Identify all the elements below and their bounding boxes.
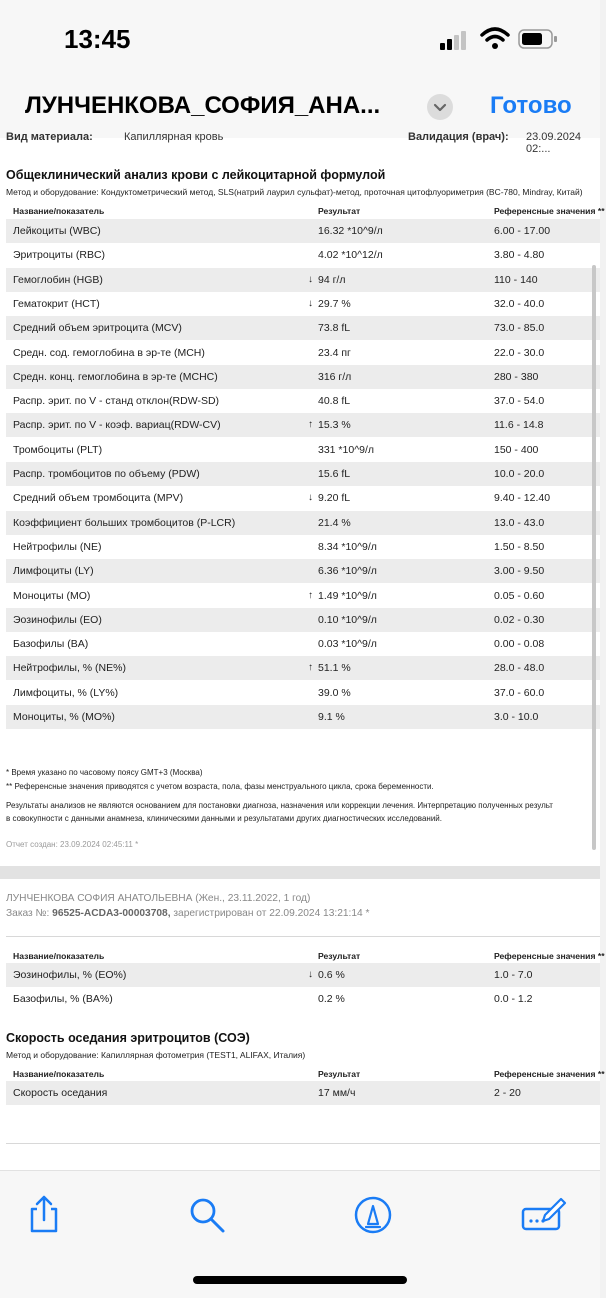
row-result: 73.8 fL: [318, 322, 351, 335]
row-result: 0.2 %: [318, 993, 345, 1006]
row-result: 1.49 *10^9/л: [318, 589, 377, 602]
status-time: 13:45: [64, 24, 131, 54]
header-result: Результат: [318, 206, 361, 216]
row-result: 9.20 fL: [318, 492, 351, 505]
status-bar: [0, 0, 600, 80]
timezone-note: * Время указано по часовому поясу GMT+3 (Москва): [6, 768, 203, 777]
header-name: Название/показатель: [13, 206, 105, 216]
table-row: [6, 705, 600, 729]
row-name: Базофилы (BA): [13, 638, 89, 651]
table-row: [6, 1081, 600, 1105]
row-reference: 1.0 - 7.0: [494, 969, 533, 981]
header-name: Название/показатель: [13, 951, 105, 961]
document-nav-bar: [0, 80, 600, 138]
row-result: 51.1 %: [318, 662, 351, 675]
arrow-up-icon: ↑: [308, 419, 313, 431]
row-reference: 3.80 - 4.80: [494, 249, 545, 262]
material-value: Капиллярная кровь: [124, 131, 224, 143]
order-prefix: Заказ №:: [6, 908, 53, 919]
table-row: [6, 365, 600, 389]
row-reference: 11.6 - 14.8: [494, 419, 544, 432]
row-reference: 9.40 - 12.40: [494, 492, 551, 505]
row-result: 17 мм/ч: [318, 1087, 356, 1099]
row-name: Эритроциты (RBC): [13, 249, 106, 262]
row-result: 39.0 %: [318, 686, 351, 699]
chevron-down-icon: [427, 94, 453, 120]
row-result: 9.1 %: [318, 711, 345, 723]
row-reference: 28.0 - 48.0: [494, 662, 545, 675]
table-row: [6, 389, 600, 413]
disclaimer-line-2: в совокупности с данными анамнеза, клиническими данными и результатами других диагностических исследований.: [6, 814, 442, 823]
table-row: [6, 535, 600, 559]
header-ref: Референсные значения **: [494, 1069, 605, 1079]
table-row: [6, 511, 600, 535]
markup-icon[interactable]: [351, 1193, 395, 1237]
table-row: [6, 341, 600, 365]
table-row: [6, 462, 600, 486]
row-name: Лимфоциты (LY): [13, 565, 94, 578]
row-reference: 0.00 - 0.08: [494, 638, 545, 651]
row-reference: 6.00 - 17.00: [494, 225, 551, 237]
cellular-signal-icon: [440, 30, 470, 50]
table-row: [6, 656, 600, 680]
row-reference: 0.0 - 1.2: [494, 993, 533, 1006]
row-name: Тромбоциты (PLT): [13, 443, 103, 456]
material-label: Вид материала:: [6, 131, 93, 143]
table-row: [6, 268, 600, 292]
table-row: [6, 559, 600, 583]
table-row: [6, 219, 600, 243]
home-indicator[interactable]: [193, 1276, 407, 1284]
table-row: [6, 987, 600, 1011]
row-reference: 73.0 - 85.0: [494, 322, 545, 335]
row-name: Лимфоциты, % (LY%): [13, 686, 119, 699]
row-result: 15.6 fL: [318, 468, 351, 480]
row-result: 0.6 %: [318, 969, 345, 981]
table-row: [6, 438, 600, 462]
esr-title: Скорость оседания эритроцитов (СОЭ): [6, 1031, 250, 1045]
header-ref: Референсные значения **: [494, 951, 605, 961]
row-reference: 3.00 - 9.50: [494, 565, 545, 578]
table-row: [6, 584, 600, 608]
cut-off-header-row: [6, 131, 606, 155]
row-name: Гематокрит (HCT): [13, 297, 100, 310]
order-number: 96525-ACDA3-00003708,: [52, 908, 171, 919]
table-row: [6, 963, 600, 987]
blood-test-method: Метод и оборудование: Кондуктометрический метод, SLS(натрий лаурил сульфат)-метод, проточная цитофлуориметрия (BC-780, Mindray, Китай): [6, 187, 583, 197]
row-name: Распр. эрит. по V - станд отклон(RDW-SD): [13, 395, 220, 408]
table-row: [6, 316, 600, 340]
bottom-toolbar: [0, 1170, 600, 1298]
divider: [6, 936, 600, 937]
arrow-down-icon: ↓: [308, 273, 313, 285]
row-name: Скорость оседания: [13, 1087, 108, 1099]
row-name: Моноциты, % (MO%): [13, 711, 115, 723]
row-result: 331 *10^9/л: [318, 443, 375, 456]
row-name: Гемоглобин (HGB): [13, 273, 103, 286]
patient-info: ЛУНЧЕНКОВА СОФИЯ АНАТОЛЬЕВНА (Жен., 23.11.2022, 1 год): [6, 893, 311, 904]
table-row: [6, 681, 600, 705]
row-reference: 1.50 - 8.50: [494, 540, 545, 553]
row-reference: 13.0 - 43.0: [494, 516, 545, 529]
row-result: 4.02 *10^12/л: [318, 249, 383, 262]
row-reference: 37.0 - 60.0: [494, 686, 545, 699]
row-reference: 110 - 140: [494, 273, 538, 286]
table-row: [6, 292, 600, 316]
blood-test-title: Общеклинический анализ крови с лейкоцитарной формулой: [6, 168, 386, 182]
row-reference: 150 - 400: [494, 443, 539, 456]
row-result: 94 г/л: [318, 273, 346, 286]
table-row: [6, 243, 600, 267]
row-name: Средний объем тромбоцита (MPV): [13, 492, 184, 505]
arrow-down-icon: ↓: [308, 969, 313, 980]
row-reference: 3.0 - 10.0: [494, 711, 539, 723]
order-suffix: зарегистрирован от 22.09.2024 13:21:14 *: [170, 908, 370, 919]
battery-icon: [518, 28, 558, 50]
table-row: [6, 413, 600, 437]
signature-icon[interactable]: [521, 1193, 565, 1237]
header-ref: Референсные значения **: [494, 206, 605, 216]
pdf-document[interactable]: [0, 131, 605, 1170]
row-name: Базофилы, % (BA%): [13, 993, 113, 1006]
row-result: 8.34 *10^9/л: [318, 540, 377, 553]
row-name: Средн. конц. гемоглобина в эр-те (MCHC): [13, 370, 218, 383]
row-result: 16.32 *10^9/л: [318, 225, 383, 237]
wifi-icon: [480, 26, 510, 50]
row-result: 23.4 пг: [318, 346, 351, 359]
row-name: Эозинофилы, % (EO%): [13, 969, 127, 981]
reference-note: ** Референсные значения приводятся с учетом возраста, пола, фазы менструального цикла, срока беременности.: [6, 782, 434, 791]
row-reference: 10.0 - 20.0: [494, 468, 545, 480]
validation-value: 23.09.2024 02:...: [526, 131, 582, 155]
arrow-down-icon: ↓: [308, 492, 313, 504]
arrow-down-icon: ↓: [308, 297, 313, 309]
row-name: Распр. тромбоцитов по объему (PDW): [13, 468, 200, 480]
row-result: 21.4 %: [318, 516, 351, 529]
row-result: 40.8 fL: [318, 395, 351, 408]
title-menu-button[interactable]: [427, 94, 453, 120]
document-title[interactable]: ЛУНЧЕНКОВА_СОФИЯ_АНА...: [25, 92, 381, 119]
disclaimer-line-1: Результаты анализов не являются основанием для постановки диагноза, назначения или коррекции лечения. Интерпретацию полученных результ: [6, 801, 553, 810]
row-reference: 0.02 - 0.30: [494, 613, 545, 626]
done-button[interactable]: Готово: [490, 92, 572, 119]
page-separator: [0, 866, 600, 879]
divider: [6, 1143, 600, 1144]
validation-label: Валидация (врач):: [408, 131, 509, 143]
row-result: 0.10 *10^9/л: [318, 613, 377, 626]
scrollbar[interactable]: [592, 265, 596, 850]
header-result: Результат: [318, 1069, 361, 1079]
row-name: Распр. эрит. по V - коэф. вариац(RDW-CV): [13, 419, 221, 432]
row-name: Нейтрофилы, % (NE%): [13, 662, 126, 675]
row-result: 0.03 *10^9/л: [318, 638, 377, 651]
row-reference: 37.0 - 54.0: [494, 395, 545, 408]
row-reference: 2 - 20: [494, 1087, 521, 1099]
row-name: Средний объем эритроцита (MCV): [13, 322, 182, 335]
row-reference: 22.0 - 30.0: [494, 346, 545, 359]
row-result: 6.36 *10^9/л: [318, 565, 377, 578]
row-result: 316 г/л: [318, 370, 352, 383]
row-name: Эозинофилы (EO): [13, 613, 102, 626]
arrow-up-icon: ↑: [308, 589, 313, 601]
header-result: Результат: [318, 951, 361, 961]
report-created: Отчет создан: 23.09.2024 02:45:11 *: [6, 840, 139, 849]
row-reference: 32.0 - 40.0: [494, 297, 545, 310]
order-info: [6, 908, 370, 919]
row-name: Средн. сод. гемоглобина в эр-те (MCH): [13, 346, 205, 359]
blood-table-header: [10, 206, 605, 220]
table-row: [6, 486, 600, 510]
row-name: Моноциты (MO): [13, 589, 91, 602]
table-row: [6, 632, 600, 656]
row-reference: 280 - 380: [494, 370, 539, 383]
row-name: Нейтрофилы (NE): [13, 540, 102, 553]
row-name: Лейкоциты (WBC): [13, 225, 101, 237]
header-name: Название/показатель: [13, 1069, 105, 1079]
table-row: [6, 608, 600, 632]
arrow-up-icon: ↑: [308, 662, 313, 674]
row-result: 29.7 %: [318, 297, 351, 310]
row-reference: 0.05 - 0.60: [494, 589, 545, 602]
share-icon[interactable]: [22, 1193, 66, 1237]
row-name: Коэффициент больших тромбоцитов (P-LCR): [13, 516, 236, 529]
row-result: 15.3 %: [318, 419, 351, 432]
esr-method: Метод и оборудование: Капиллярная фотометрия (TEST1, ALIFAX, Италия): [6, 1050, 306, 1060]
search-icon[interactable]: [185, 1193, 229, 1237]
